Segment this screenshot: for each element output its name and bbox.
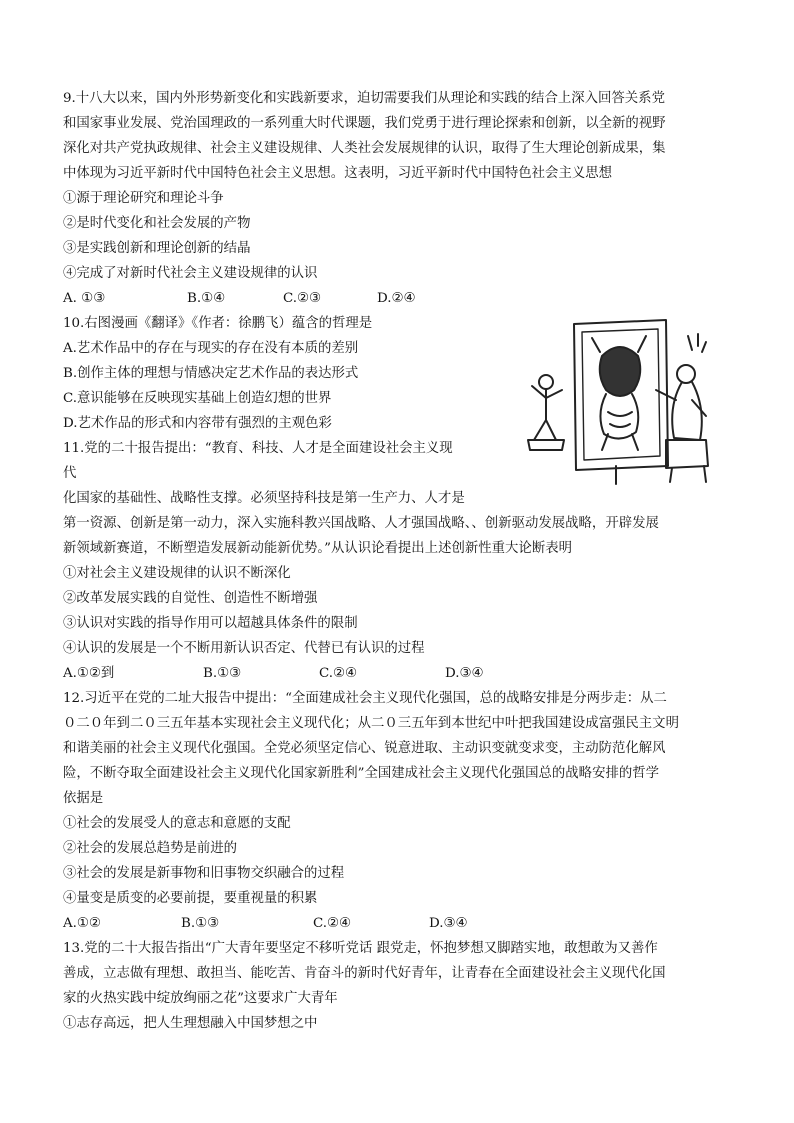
q11-stem-line-3: 化国家的基础性、战略性支撑。必须坚持科技是第一生产力、人才是	[63, 491, 465, 506]
q9-item-1: ①源于理论研究和理论斗争	[63, 191, 224, 206]
q12-option-d[interactable]: D.③④	[429, 916, 468, 931]
q11-stem-line-4: 第一资源、创新是第一动力，深入实施科教兴国战略、人才强国战略、、创新驱动发展战略，开辟发展	[63, 516, 659, 531]
q9-option-a[interactable]: A. ①③	[63, 291, 106, 306]
q13-stem-line-3: 家的火热实践中绽放绚丽之花”这要求广大青年	[63, 991, 338, 1006]
q9-stem-line-3: 深化对共产党执政规律、社会主义建设规律、人类社会发展规律的认识，取得了生大理论创新成果，集	[63, 141, 666, 156]
cartoon-illustration	[516, 316, 716, 486]
q12-option-c[interactable]: C.②④	[313, 916, 352, 931]
q9-option-d[interactable]: D.②④	[377, 291, 416, 306]
q12-stem-line-5: 依据是	[63, 791, 104, 806]
q10-option-a[interactable]: A.艺术作品中的存在与现实的存在没有本质的差别	[63, 341, 359, 356]
q12-stem-line-4: 险，不断夺取全面建设社会主义现代化国家新胜利”全国建成社会主义现代化强国总的战略安排的哲学	[63, 766, 660, 781]
q11-item-2: ②改革发展实践的自觉性、创造性不断增强	[63, 591, 318, 606]
q13-stem-line-2: 善成，立志做有理想、敢担当、能吃苦、肯奋斗的新时代好青年，让青春在全面建设社会主义现代化国	[63, 966, 666, 981]
q11-option-c[interactable]: C.②④	[319, 666, 358, 681]
q10-option-c[interactable]: C.意识能够在反映现实基础上创造幻想的世界	[63, 391, 332, 406]
q12-stem-line-3: 和谐美丽的社会主义现代化强国。全党必须坚定信心、锐意进取、主动识变就变求变，主动防范化解风	[63, 741, 666, 756]
q10-option-d[interactable]: D.艺术作品的形式和内容带有强烈的主观色彩	[63, 416, 332, 431]
q11-item-1: ①对社会主义建设规律的认识不断深化	[63, 566, 291, 581]
q12-item-1: ①社会的发展受人的意志和意愿的支配	[63, 816, 291, 831]
q9-item-2: ②是时代变化和社会发展的产物	[63, 216, 251, 231]
q9-stem-line-1: 9.十八大以来，国内外形势新变化和实践新要求，迫切需要我们从理论和实践的结合上深入回答关系党	[63, 91, 665, 106]
q13-item-1: ①志存高远，把人生理想融入中国梦想之中	[63, 1016, 318, 1031]
q11-stem-line-1: 11.党的二十报告提出：“教育、科技、人才是全面建设社会主义现	[63, 441, 453, 456]
q9-option-c[interactable]: C.②③	[283, 291, 322, 306]
q9-stem-line-4: 中体现为习近平新时代中国特色社会主义思想。这表明，习近平新时代中国特色社会主义思想	[63, 166, 613, 181]
q13-stem-line-1: 13.党的二十大报告指出“广大青年要坚定不移听党话 跟党走，怀抱梦想又脚踏实地，敢想敢为又善作	[63, 941, 658, 956]
q9-item-3: ③是实践创新和理论创新的结晶	[63, 241, 251, 256]
q11-option-b[interactable]: B.①③	[203, 666, 242, 681]
q11-option-a[interactable]: A.①②到	[63, 666, 115, 681]
q11-item-3: ③认识对实践的指导作用可以超越具体条件的限制	[63, 616, 358, 631]
q11-stem-line-5: 新领域新赛道，不断塑造发展新动能新优势。”从认识论看提出上述创新性重大论断表明	[63, 541, 572, 556]
q9-item-4: ④完成了对新时代社会主义建设规律的认识	[63, 266, 318, 281]
q12-item-3: ③社会的发展是新事物和旧事物交织融合的过程	[63, 866, 345, 881]
q12-option-a[interactable]: A.①②	[63, 916, 101, 931]
q11-item-4: ④认识的发展是一个不断用新认识否定、代替已有认识的过程	[63, 641, 425, 656]
q12-option-b[interactable]: B.①③	[181, 916, 220, 931]
q12-stem-line-2: ０二０年到二０三五年基本实现社会主义现代化；从二０三五年到本世纪中叶把我国建设成富强民主文明	[63, 716, 679, 731]
q11-option-d[interactable]: D.③④	[445, 666, 484, 681]
q9-option-b[interactable]: B.①④	[187, 291, 226, 306]
q11-stem-line-2: 代	[63, 466, 77, 481]
q10-option-b[interactable]: B.创作主体的理想与情感决定艺术作品的表达形式	[63, 366, 359, 381]
q12-stem-line-1: 12.习近平在党的二址大报告中提出：“全面建成社会主义现代化强国，总的战略安排是分两步走：从二	[63, 691, 667, 706]
q10-stem: 10.右图漫画《翻译》《作者：徐鹏飞）蕴含的哲理是	[63, 316, 373, 331]
q9-stem-line-2: 和国家事业发展、党治国理政的一系列重大时代课题，我们党勇于进行理论探索和创新，以全新的视野	[63, 116, 666, 131]
q12-item-4: ④量变是质变的必要前提，要重视量的积累	[63, 891, 318, 906]
q12-item-2: ②社会的发展总趋势是前进的	[63, 841, 238, 856]
